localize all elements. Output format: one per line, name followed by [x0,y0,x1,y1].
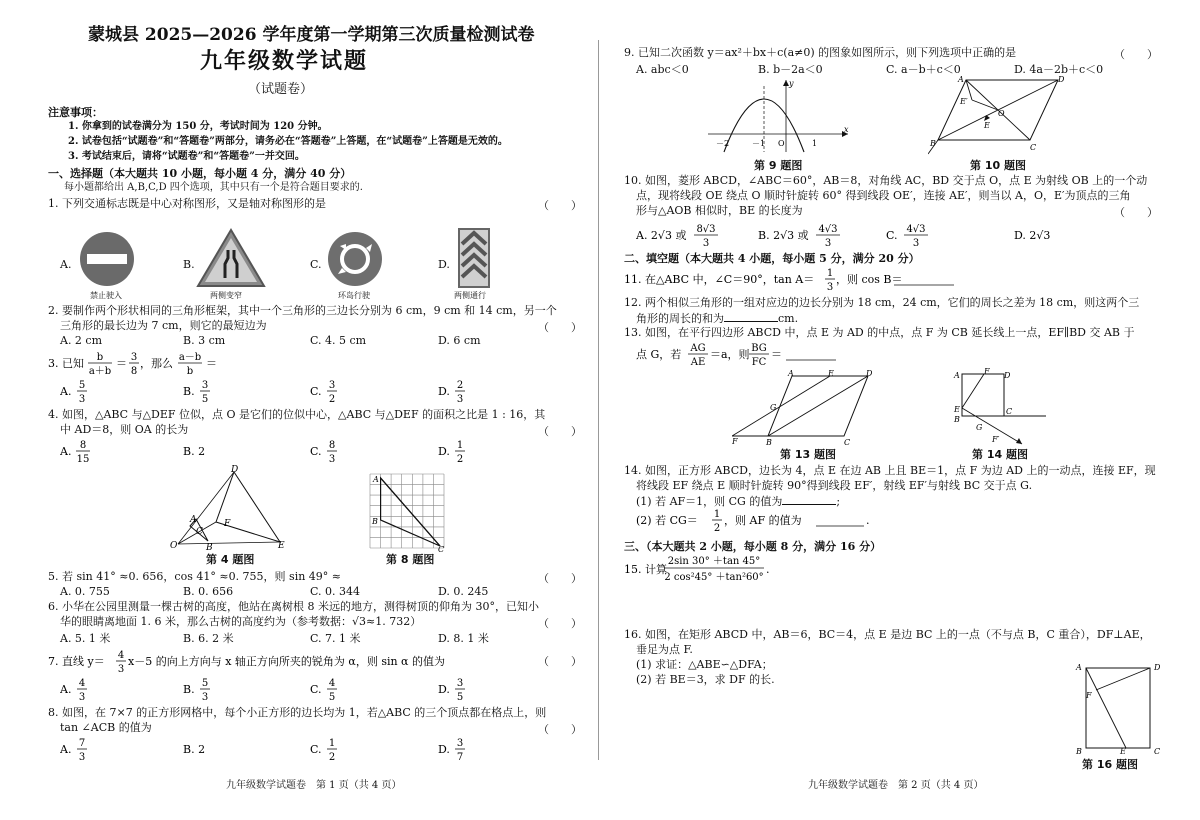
frac-num: 8 [328,440,336,451]
frac-den: 3 [328,454,336,465]
svg-text:y: y [789,79,794,88]
road-narrows-sign-icon [196,228,266,288]
frac-num: 4 [328,678,336,689]
svg-text:A: A [1076,663,1082,672]
frac-num: 4√3 [818,224,838,235]
frac-num: 7 [78,738,86,749]
frac-den: 15 [76,454,90,465]
frac-num: 3 [201,380,209,391]
frac-den: 3 [702,238,710,249]
q8-choice-d-label: D. [438,743,450,756]
frac-den: 2 [713,523,721,534]
svg-text:E: E [828,370,834,378]
frac-num: 1 [328,738,336,749]
section1-heading: 一、选择题（本大题共 10 小题，每小题 4 分，满分 40 分） [48,167,352,180]
q1-stem: 1. 下列交通标志既是中心对称图形，又是轴对称图形的是 [48,197,326,210]
q2-choice-d: D. 6 cm [438,334,481,347]
figure-8-caption: 第 8 题图 [386,553,435,566]
svg-text:B: B [954,415,960,424]
frac-num: b [96,352,104,363]
q11-stem [624,266,964,294]
svg-text:D: D [866,370,873,378]
svg-text:E: E [278,541,285,551]
svg-text:D: D [1004,371,1011,380]
q6-choice-c: C. 7. 1 米 [310,632,361,645]
q4-choices [60,438,540,466]
q4-answer-paren: （ ） [538,425,582,438]
q11-stem-prefix: 11. 在△ABC 中，∠C＝90°，tan A＝ [624,273,815,286]
svg-text:F: F [732,437,738,446]
q8-stem-line2: tan ∠ACB 的值为 [60,721,152,734]
frac-den: 2 [456,454,464,465]
q10-choice-c-label: C. [886,229,898,242]
q14-part2-prefix: (2) 若 CG＝ [636,514,698,527]
frac-num: 3 [456,678,464,689]
figure-4-caption: 第 4 题图 [206,553,255,566]
q10-stem-line3: 形与△AOB 相似时，BE 的长度为 [636,204,803,217]
figure-14-caption: 第 14 题图 [972,448,1028,461]
q9-choice-d: D. 4a－2b＋c＜0 [1014,63,1104,76]
q5-answer-paren: （ ） [538,572,582,585]
figure-16-caption: 第 16 题图 [1082,758,1138,771]
q8-stem-line1: 8. 如图，在 7×7 的正方形网格中，每个小正方形的边长均为 1，若△ABC 的三个顶点都在格点上，则 [48,706,547,719]
subject-title: 九年级数学试题 [200,48,369,74]
q14-part2-suffix: ，则 AF 的值为 [724,514,802,527]
q7-stem-suffix: x－5 的向上方向与 x 轴正方向所夹的锐角为 α，则 sin α 的值为 [128,655,445,668]
frac-den: 3 [912,238,920,249]
frac-num: a－b [178,352,202,363]
two-way-passage-sign-icon [458,228,490,288]
svg-text:C: C [1006,407,1013,416]
svg-text:E′: E′ [960,97,968,106]
q4-choice-b: B. 2 [183,445,206,458]
q2-stem-line1: 2. 要制作两个形状相同的三角形框架，其中一个三角形的三边长分别为 6 cm，9 cm 和 14 cm，另一个 [48,304,557,317]
q3-stem-prefix: 3. 已知 [48,357,84,370]
q12-stem-line2 [636,311,798,325]
q8-choice-b: B. 2 [183,743,206,756]
q14-stem-line1: 14. 如图，正方形 ABCD，边长为 4，点 E 在边 AB 上且 BE＝1，点 F 为边 AD 上的一动点，连接 EF，现 [624,464,1156,477]
q14-stem-line2: 将线段 EF 绕点 E 顺时针旋转 90°得到线段 EF′，射线 EF′与射线 BC 交于点 G. [636,479,1033,492]
q16-part1: (1) 求证：△ABE∽△DFA； [636,658,773,671]
page-divider [598,40,599,760]
q11-stem-suffix: ，则 cos B＝ [836,273,903,286]
q13-stem-suffix: ＝ [771,348,782,361]
q12-stem-suffix: cm. [778,312,799,325]
page-2 [600,0,1200,820]
note-1: 1. 你拿到的试卷满分为 150 分，考试时间为 120 分钟。 [68,121,328,132]
frac-den: 5 [328,692,336,703]
note-2: 2. 试卷包括“试题卷”和“答题卷”两部分，请务必在“答题卷”上答题，在“试题卷”上答题是无效的。 [68,136,508,147]
frac-den: 3 [78,752,86,763]
frac-num: 4 [78,678,86,689]
frac-num: 5 [201,678,209,689]
figure-13-caption: 第 13 题图 [780,448,836,461]
svg-text:G: G [770,403,777,412]
frac-num: 1 [713,509,721,520]
section1-instruction: 每小题都给出 A,B,C,D 四个选项，其中只有一个是符合题目要求的. [64,182,363,193]
svg-text:F: F [224,519,231,529]
q7-choice-c-label: C. [310,683,322,696]
frac-num: 3 [130,352,138,363]
svg-text:F: F [1086,691,1092,700]
q1-answer-paren: （ ） [538,199,582,212]
q1-caption-d: 两侧通行 [454,291,486,300]
q3-choices [60,378,540,406]
q2-choice-c: C. 4. 5 cm [310,334,367,347]
q8-choice-a-label: A. [60,743,72,756]
frac-den: 3 [826,282,834,293]
q1-label-a: A. [60,258,72,271]
q14-part1-text: (1) 若 AF＝1，则 CG 的值为 [636,495,783,508]
q14-part1: (1) 若 AF＝1，则 CG 的值为 ; [636,495,841,508]
q16-stem-line2: 垂足为点 F. [636,643,693,656]
q12-stem-line1: 12. 两个相似三角形的一组对应边的边长分别为 18 cm，24 cm，它们的周长之差为 18 cm，则这两个三 [624,296,1140,309]
q1-label-b: B. [183,258,195,271]
section3-heading: 三、（本大题共 2 小题，每小题 8 分，满分 16 分） [624,540,882,553]
q9-stem: 9. 已知二次函数 y＝ax²＋bx＋c(a≠0) 的图象如图所示，则下列选项中正确的是 [624,46,1017,59]
q4-choice-d-label: D. [438,445,450,458]
q5-stem: 5. 若 sin 41° ≈0. 656，cos 41° ≈0. 755，则 sin 49° ≈ [48,570,342,583]
answer-blank[interactable] [782,494,836,505]
frac-num: 2 [456,380,464,391]
q4-choice-c-label: C. [310,445,322,458]
frac-num: 3 [328,380,336,391]
q8-choice-c-label: C. [310,743,322,756]
svg-text:O: O [998,109,1005,118]
frac-den: AE [690,357,706,368]
figure-13-parallelogram-diagram [732,370,880,446]
frac-den: 3 [456,394,464,405]
svg-text:O: O [778,139,785,148]
q7-stem-prefix: 7. 直线 y＝ [48,655,105,668]
q16-part2: (2) 若 BE＝3，求 DF 的长. [636,673,775,686]
frac-num: 1 [826,268,834,279]
q5-choice-c: C. 0. 344 [310,585,361,598]
q4-stem-line1: 4. 如图，△ABC 与△DEF 位似，点 O 是它们的位似中心，△ABC 与△DEF 的面积之比是 1 : 16，其 [48,408,546,421]
answer-blank[interactable] [724,311,778,322]
q4-stem-line2: 中 AD＝8，则 OA 的长为 [60,423,189,436]
svg-text:A: A [958,75,964,84]
figure-10-rhombus-diagram [928,74,1064,156]
q6-choice-d: D. 8. 1 米 [438,632,489,645]
svg-text:＝: ＝ [116,357,127,370]
q7-choices [60,676,540,704]
q13-stem-mid: ＝a，则 [710,348,750,361]
frac-num: BG [751,343,767,354]
figure-4-homothety-diagram [168,464,288,554]
svg-text:F: F [984,368,990,376]
q4-choice-a-label: A. [60,445,72,458]
q1-label-d: D. [438,258,450,271]
q8-answer-paren: （ ） [538,723,582,736]
q7-stem [48,648,488,676]
svg-text:1: 1 [812,139,818,148]
page-1-footer: 九年级数学试题卷 第 1 页（共 4 页） [226,780,402,791]
frac-num: 5 [78,380,86,391]
q10-stem-line1: 10. 如图，菱形 ABCD，∠ABC＝60°，AB＝8，对角线 AC，BD 交于点 O，点 E 为射线 OB 上的一个动 [624,174,1148,187]
frac-den: 3 [201,692,209,703]
svg-text:A: A [373,475,379,484]
q13-stem-prefix: 点 G，若 [636,348,682,361]
svg-text:B: B [1076,747,1082,756]
q1-label-c: C. [310,258,322,271]
frac-den: 3 [78,692,86,703]
q10-answer-paren: （ ） [1114,206,1158,219]
q5-choice-d: D. 0. 245 [438,585,489,598]
q10-choices [636,222,1136,250]
svg-text:C: C [844,438,851,446]
q5-choice-a: A. 0. 755 [60,585,110,598]
q6-choice-a: A. 5. 1 米 [60,632,111,645]
frac-den: 7 [456,752,464,763]
figure-10-caption: 第 10 题图 [970,159,1026,172]
svg-text:E: E [954,405,960,414]
q1-caption-b: 两侧变窄 [210,291,242,300]
svg-text:D: D [231,465,239,475]
q3-choice-b-label: B. [183,385,195,398]
frac-den: a＋b [88,366,112,377]
section2-heading: 二、填空题（本大题共 4 小题，每小题 5 分，满分 20 分） [624,252,920,265]
frac-den: 5 [456,692,464,703]
q3-stem-mid: ，那么 [140,357,173,370]
paper-subtitle: （试题卷） [248,82,314,97]
frac-den: b [186,366,194,377]
q5-choice-b: B. 0. 656 [183,585,234,598]
q7-choice-b-label: B. [183,683,195,696]
svg-text:C: C [1030,143,1037,152]
q3-choice-a-label: A. [60,385,72,398]
q10-choice-b-label: B. 2√3 或 [758,229,809,242]
no-entry-sign-icon [78,230,136,288]
exam-title: 蒙城县 2025—2026 学年度第一学期第三次质量检测试卷 [88,25,535,45]
frac-num: 1 [456,440,464,451]
svg-text:.: . [766,563,770,576]
q12-stem-prefix: 角形的周长的和为 [636,312,724,325]
frac-den: 3 [117,664,125,675]
svg-text:B: B [372,517,378,526]
svg-text:D: D [1154,663,1161,672]
frac-num: 3 [456,738,464,749]
q1-caption-c: 环岛行驶 [338,291,370,300]
q7-choice-a-label: A. [60,683,72,696]
frac-den: FC [751,357,767,368]
svg-text:A: A [954,371,960,380]
frac-num: 4√3 [906,224,926,235]
q2-answer-paren: （ ） [538,321,582,334]
q15-stem [624,552,924,586]
notes-heading: 注意事项： [48,106,103,119]
q2-choice-b: B. 3 cm [183,334,226,347]
q6-answer-paren: （ ） [538,617,582,630]
q9-choice-a: A. abc＜0 [636,63,689,76]
q15-numerator: 2sin 30° ＋tan 45° [667,556,761,567]
svg-text:－1: －1 [752,139,766,148]
q10-choice-d: D. 2√3 [1014,229,1051,242]
frac-den: 2 [328,752,336,763]
q6-stem-line2: 华的眼睛离地面 1. 6 米，那么古树的高度约为（参考数据：√3≈1. 732） [60,615,422,628]
q16-stem-line1: 16. 如图，在矩形 ABCD 中，AB＝6，BC＝4，点 E 是边 BC 上的一点（不与点 B，C 重合），DF⊥AE， [624,628,1151,641]
q9-choice-c: C. a－b＋c＜0 [886,63,961,76]
q10-stem-line2: 点，现将线段 OE 绕点 O 顺时针旋转 60° 得到线段 OE′，连接 AE′，则当以 A，O，E′为顶点的三角 [636,189,1131,202]
q9-choice-b: B. b－2a＜0 [758,63,823,76]
svg-text:.: . [866,514,870,527]
q2-stem-line2: 三角形的最长边为 7 cm，则它的最短边为 [60,319,267,332]
q8-choices [60,736,540,764]
q3-stem [48,348,268,378]
svg-text:B: B [766,438,772,446]
svg-text:x: x [844,125,849,134]
q7-answer-paren: （ ） [538,655,582,668]
q6-choice-b: B. 6. 2 米 [183,632,234,645]
svg-text:A: A [788,370,794,378]
svg-text:＝: ＝ [206,357,217,370]
q14-part2 [636,506,916,536]
svg-text:A: A [190,515,197,525]
q1-caption-a: 禁止驶入 [90,291,122,300]
q15-denominator: 2 cos²45° ＋tan²60° [664,572,764,583]
q13-stem-line1: 13. 如图，在平行四边形 ABCD 中，点 E 为 AD 的中点，点 F 为 CB 延长线上一点，EF∥BD 交 AB 于 [624,326,1135,339]
figure-8-grid-diagram [366,470,450,554]
page-2-footer: 九年级数学试题卷 第 2 页（共 4 页） [808,780,984,791]
q10-choice-a-label: A. 2√3 或 [636,229,687,242]
frac-num: 8 [79,440,87,451]
svg-text:C: C [1154,747,1161,756]
svg-text:C: C [438,545,445,554]
frac-den: 5 [201,394,209,405]
figure-9-caption: 第 9 题图 [754,159,803,172]
q6-stem-line1: 6. 小华在公园里测量一棵古树的高度，他站在离树根 8 米远的地方，测得树顶的仰角为 30°，已知小 [48,600,539,613]
svg-text:D: D [1058,75,1064,84]
frac-num: 4 [117,650,125,661]
figure-16-rectangle-diagram [1074,660,1166,756]
svg-text:B: B [206,543,213,553]
frac-num: AG [690,343,706,354]
svg-text:C: C [196,527,203,537]
svg-text:E: E [984,121,990,130]
frac-den: 2 [328,394,336,405]
frac-den: 3 [78,394,86,405]
q9-answer-paren: （ ） [1114,48,1158,61]
frac-den: 3 [824,238,832,249]
svg-text:O: O [170,541,178,551]
frac-num: 8√3 [696,224,716,235]
figure-14-square-diagram [952,368,1048,448]
note-3: 3. 考试结束后，请将“试题卷”和“答题卷”一并交回。 [68,151,305,162]
q2-choice-a: A. 2 cm [60,334,103,347]
q3-choice-c-label: C. [310,385,322,398]
figure-9-parabola-diagram [704,76,854,154]
q13-stem-line2 [636,340,936,370]
roundabout-sign-icon [326,230,384,288]
svg-text:－2: －2 [716,139,730,148]
svg-text:E: E [1120,747,1126,756]
q7-choice-d-label: D. [438,683,450,696]
svg-text:F′: F′ [992,435,1000,444]
q3-choice-d-label: D. [438,385,450,398]
svg-text:G: G [976,423,983,432]
frac-den: 8 [130,366,138,377]
q15-stem-prefix: 15. 计算 [624,563,667,576]
svg-text:B: B [930,139,936,148]
